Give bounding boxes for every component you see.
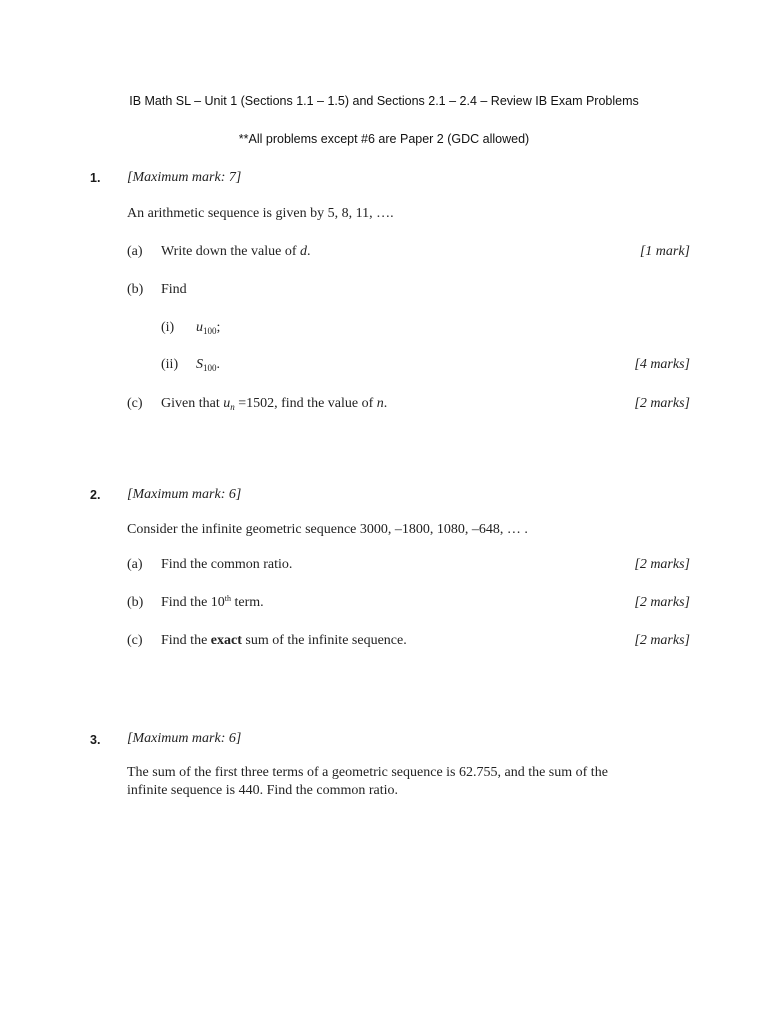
question-text-line: infinite sequence is 440. Find the common ratio.	[127, 783, 399, 798]
max-mark: [Maximum mark: 7]	[127, 170, 242, 185]
question-number: 1.	[90, 171, 101, 185]
part-label: (a)	[127, 557, 143, 572]
part-label: (c)	[127, 633, 143, 648]
question-text-line: The sum of the first three terms of a geometric sequence is 62.755, and the sum of the	[127, 765, 608, 780]
part-text: Find	[161, 282, 187, 297]
part-label: (a)	[127, 244, 143, 259]
part-label: (c)	[127, 396, 143, 411]
document-note: **All problems except #6 are Paper 2 (GDC allowed)	[238, 132, 530, 146]
mark-allocation: [1 mark]	[639, 244, 690, 259]
mark-allocation: [2 marks]	[634, 595, 690, 610]
mark-allocation: [2 marks]	[634, 396, 690, 411]
question-number: 3.	[90, 733, 101, 747]
question-stem: An arithmetic sequence is given by 5, 8, 11, ….	[127, 206, 394, 221]
max-mark: [Maximum mark: 6]	[127, 731, 242, 746]
mark-allocation: [4 marks]	[634, 357, 690, 372]
part-label: (b)	[127, 595, 144, 610]
part-text: Find the 10th term.	[161, 594, 264, 610]
part-text: Write down the value of d.	[161, 244, 311, 259]
part-text: Find the exact sum of the infinite sequence.	[161, 633, 407, 648]
part-label: (b)	[127, 282, 144, 297]
subpart-label: (ii)	[161, 357, 179, 372]
part-text: Find the common ratio.	[161, 557, 293, 572]
mark-allocation: [2 marks]	[634, 557, 690, 572]
subpart-text: $S_{100}$.	[196, 357, 220, 373]
question-stem: Consider the infinite geometric sequence 3000, –1800, 1080, –648, … .	[127, 522, 528, 537]
subpart-label: (i)	[161, 320, 175, 335]
mark-allocation: [2 marks]	[634, 633, 690, 648]
question-number: 2.	[90, 488, 101, 502]
part-text: Given that $u_n =1502$, find the value of n.	[161, 396, 388, 412]
subpart-text: $u_{100}$;	[196, 320, 221, 336]
max-mark: [Maximum mark: 6]	[127, 487, 242, 502]
document-title: IB Math SL – Unit 1 (Sections 1.1 – 1.5) and Sections 2.1 – 2.4 – Review IB Exam Problems	[129, 94, 639, 108]
